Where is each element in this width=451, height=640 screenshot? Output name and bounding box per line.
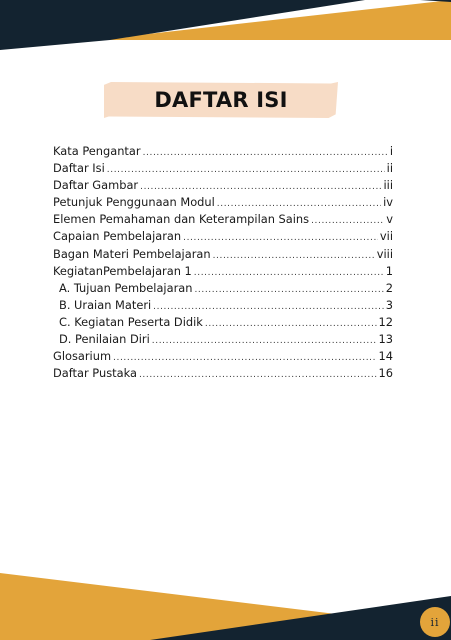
toc-entry-page: vii — [379, 229, 393, 244]
toc-subentry[interactable] — [53, 331, 393, 348]
toc-entry[interactable] — [53, 211, 393, 228]
toc-subentry[interactable] — [53, 297, 393, 314]
toc-leader-dots — [311, 213, 384, 230]
toc-entry[interactable] — [53, 365, 393, 382]
toc-entry-label: Daftar Isi — [53, 161, 105, 176]
toc-subentry[interactable] — [53, 280, 393, 297]
toc-leader-dots — [194, 265, 384, 282]
toc-entry-label: Bagan Materi Pembelajaran — [53, 246, 211, 261]
toc-entry[interactable] — [53, 263, 393, 280]
toc-entry-page: iv — [383, 195, 393, 210]
toc-leader-dots — [139, 367, 377, 384]
toc-entry[interactable] — [53, 177, 393, 194]
toc-entry-page: 13 — [378, 332, 393, 347]
toc-entry-page: 14 — [378, 349, 393, 364]
toc-entry-page: 16 — [378, 366, 393, 381]
toc-entry-page: ii — [386, 161, 393, 176]
toc-entry-label: KegiatanPembelajaran 1 — [53, 263, 192, 278]
toc-entry-label: Kata Pengantar — [53, 144, 141, 158]
toc-leader-dots — [152, 333, 377, 350]
toc-entry-page: iii — [383, 178, 393, 193]
toc-leader-dots — [143, 145, 388, 162]
toc-entry-label: D. Penilaian Diri — [59, 332, 150, 347]
toc-entry-label: B. Uraian Materi — [59, 297, 152, 312]
toc-entry-page: 1 — [385, 263, 393, 278]
toc-subentry[interactable] — [53, 314, 393, 331]
toc-entry[interactable] — [53, 194, 393, 211]
toc-entry-label: C. Kegiatan Peserta Didik — [59, 314, 203, 329]
toc-entry[interactable] — [53, 246, 393, 263]
toc-entry-page: v — [386, 212, 393, 227]
toc-leader-dots — [213, 248, 375, 265]
toc-entry[interactable] — [53, 143, 393, 160]
toc-leader-dots — [107, 162, 385, 179]
page-title: DAFTAR ISI — [154, 88, 288, 112]
toc-entry-page: viii — [376, 246, 393, 261]
toc-entry-label: Daftar Gambar — [53, 178, 139, 193]
toc-entry-label: Capaian Pembelajaran — [53, 229, 182, 244]
toc-entry-label: Daftar Pustaka — [53, 366, 137, 381]
toc-entry[interactable] — [53, 160, 393, 177]
toc-entry-page: 3 — [385, 297, 393, 312]
toc-entry[interactable] — [53, 348, 393, 365]
toc-entry-page: 2 — [385, 280, 393, 295]
table-of-contents — [53, 143, 393, 382]
toc-entry-label: A. Tujuan Pembelajaran — [59, 280, 193, 295]
toc-entry-label: Glosarium — [53, 349, 112, 364]
toc-entry[interactable] — [53, 228, 393, 245]
toc-leader-dots — [183, 230, 378, 247]
toc-entry-label: Elemen Pemahaman dan Keterampilan Sains — [53, 212, 310, 227]
page-number: ii — [430, 615, 440, 629]
toc-entry-page: 12 — [378, 314, 393, 329]
toc-leader-dots — [194, 282, 383, 299]
toc-entry-page: i — [389, 144, 393, 158]
toc-leader-dots — [113, 350, 376, 367]
toc-entry-label: Petunjuk Penggunaan Modul — [53, 195, 215, 210]
toc-leader-dots — [205, 316, 377, 333]
